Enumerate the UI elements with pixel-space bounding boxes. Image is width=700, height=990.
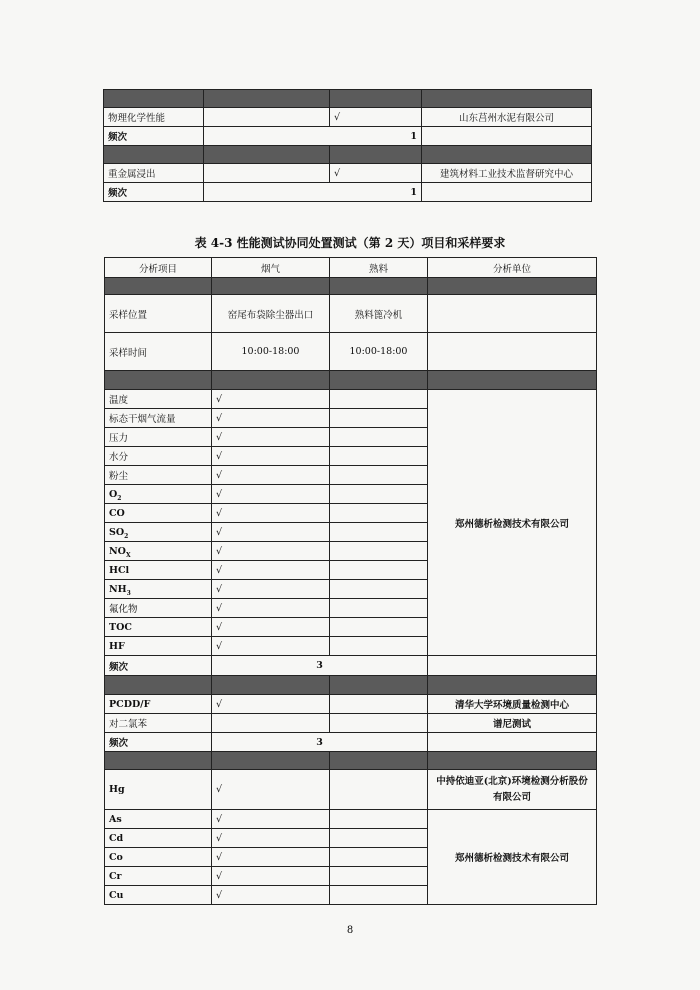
item-name: CO [105,504,212,523]
table-band-row [105,676,597,695]
frequency-value: 1 [204,183,422,202]
analysis-unit: 中持依迪亚(北京)环境检测分析股份有限公司 [428,770,597,810]
check-mark: √ [212,409,330,428]
check-mark: √ [212,561,330,580]
item-name: $O_2$ [105,485,212,504]
check-mark: √ [212,695,330,714]
item-name: 水分 [105,447,212,466]
frequency-row [105,733,597,752]
table-header-row [105,258,597,278]
analysis-unit: 清华大学环境质量检测中心 [428,695,597,714]
frequency-row [104,183,592,202]
table-row [105,810,597,829]
check-mark: √ [212,485,330,504]
table-row [104,164,592,183]
check-mark: √ [212,810,330,829]
check-mark: √ [212,466,330,485]
sampling-location-clinker: 熟料篦冷机 [330,295,428,333]
sampling-time-row [105,333,597,371]
check-mark: √ [212,770,330,810]
check-mark: √ [330,164,422,183]
analysis-unit: 郑州德析检测技术有限公司 [428,390,597,656]
table-caption: 表 4-3 性能测试协同处置测试（第 2 天）项目和采样要求 [194,236,506,250]
frequency-value: 3 [212,656,428,676]
item-name: 粉尘 [105,466,212,485]
check-mark: √ [212,637,330,656]
table-band-row [104,90,592,108]
item-name: PCDD/F [105,695,212,714]
sampling-location-row [105,295,597,333]
item-name: HF [105,637,212,656]
item-name: Hg [105,770,212,810]
analysis-unit: 建筑材料工业技术监督研究中心 [422,164,592,183]
page-number: 8 [346,925,354,936]
sampling-table-day2 [104,257,597,905]
check-mark: √ [212,580,330,599]
item-name: $NH_3$ [105,580,212,599]
table-band-row [105,371,597,390]
item-name: Cu [105,886,212,905]
item-name: 标态干烟气流量 [105,409,212,428]
table-row [104,108,592,127]
item-name: Cd [105,829,212,848]
frequency-value: 1 [204,127,422,146]
check-mark: √ [212,523,330,542]
item-name: 压力 [105,428,212,447]
sampling-location-label: 采样位置 [105,295,212,333]
analysis-unit: 谱尼测试 [428,714,597,733]
sampling-time-label: 采样时间 [105,333,212,371]
check-mark: √ [212,428,330,447]
item-name: $NO_X$ [105,542,212,561]
item-name: HCl [105,561,212,580]
check-mark: √ [212,618,330,637]
sampling-location-flue: 窑尾布袋除尘器出口 [212,295,330,333]
check-mark: √ [212,390,330,409]
frequency-label: 频次 [104,183,204,202]
sampling-time-flue: 10:00-18:00 [212,333,330,371]
item-name: 物理化学性能 [104,108,204,127]
check-mark: √ [212,867,330,886]
frequency-row [104,127,592,146]
item-name: 重金属浸出 [104,164,204,183]
table-band-row [105,752,597,770]
check-mark: √ [212,599,330,618]
check-mark: √ [212,504,330,523]
item-name: Cr [105,867,212,886]
header-analysis-unit: 分析单位 [428,258,597,278]
table-band-row [104,146,592,164]
table-row [105,770,597,810]
frequency-label: 频次 [104,127,204,146]
table-row [105,714,597,733]
item-name: TOC [105,618,212,637]
analysis-unit: 山东莒州水泥有限公司 [422,108,592,127]
analysis-unit: 郑州德析检测技术有限公司 [428,810,597,905]
item-name: 氟化物 [105,599,212,618]
sampling-table-previous [103,89,592,202]
header-analysis-item: 分析项目 [105,258,212,278]
sampling-time-clinker: 10:00-18:00 [330,333,428,371]
table-band-row [105,278,597,295]
check-mark: √ [212,829,330,848]
frequency-row [105,656,597,676]
check-mark: √ [212,447,330,466]
frequency-label: 频次 [105,656,212,676]
check-mark: √ [330,108,422,127]
item-name: 温度 [105,390,212,409]
check-mark: √ [212,542,330,561]
frequency-value: 3 [212,733,428,752]
check-mark: √ [212,848,330,867]
item-name: 对二氯苯 [105,714,212,733]
check-mark: √ [212,886,330,905]
header-flue-gas: 烟气 [212,258,330,278]
item-name: As [105,810,212,829]
frequency-label: 频次 [105,733,212,752]
item-name: $SO_2$ [105,523,212,542]
table-row [105,390,597,409]
item-name: Co [105,848,212,867]
header-clinker: 熟料 [330,258,428,278]
table-row [105,695,597,714]
